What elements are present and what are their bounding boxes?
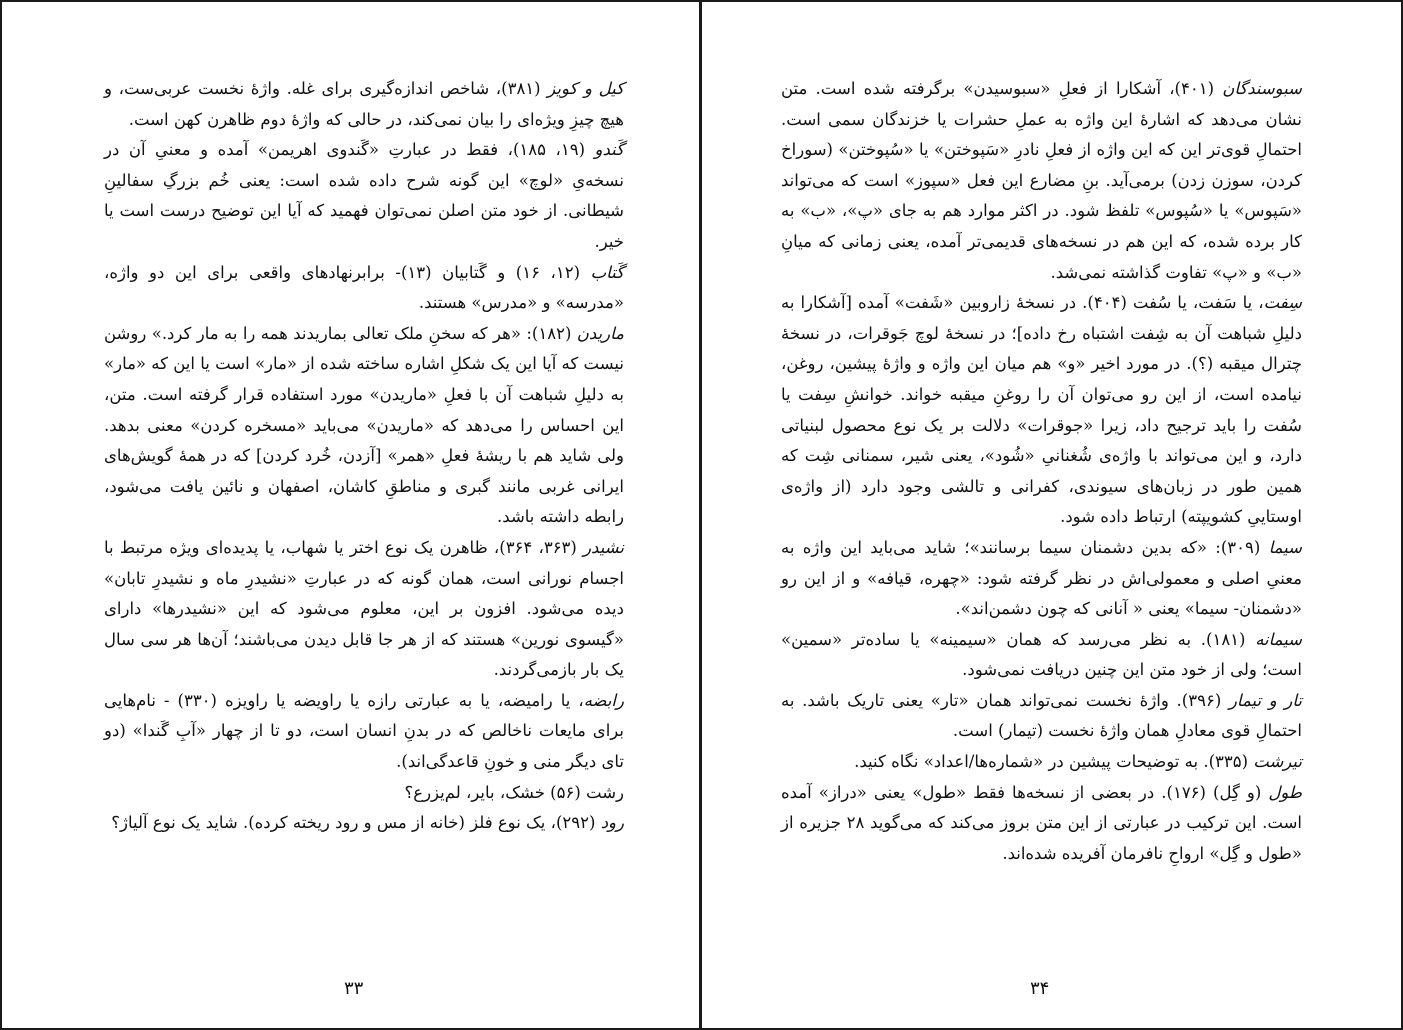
entry-text: (۱۹، ۱۸۵)، فقط در عبارتِ «گَندوی اهریمن» آمده و معنیِ آن در نسخه‌یِ «لوچ» این گونه شرح داده شده است: یعنی خُم بزرگِ سفالینِ شیطانی. از خود متن اصلن نمی‌توان فهمید که آیا این توضیح درست است یا خیر. <box>104 140 624 251</box>
entry-simane <box>781 625 1302 686</box>
entry-text: (۳۸۱)، شاخص اندازه‌گیری برای غله. واژهٔ نخست عربی‌ست، و هیچ چیزِ ویژه‌ای را بیان نمی‌کند، در حالی که واژهٔ دوم ظاهرن کهن است. <box>104 79 624 129</box>
entry-text: (۱۸۲): «هر که سخنِ ملک تعالی بماریدند همه را به مار کرد.» روشن نیست که آیا این یک شکلِ اشاره ساخته شده از «مار» است یا این که «مار» به دلیلِ شباهت آن با فعلِ «ماریدن» مورد استفاده قرار گرفته است. متن، این احساس را می‌دهد که «ماریدن» می‌باید «مسخره کردن» معنی بدهد. ولی شاید هم با ریشهٔ فعلِ «همر» [آزدن، خُرد کردن] که در همهٔ گویش‌های ایرانی غربی مانند گبری و مناطقِ کاشان، اصفهان و نائین یافت می‌شود، رابطه داشته باشد. <box>104 323 624 527</box>
entry-text: ، یا سَفت، یا سُفت (۴۰۴). در نسخهٔ زاروبین «شَفت» آمده [آشکارا به دلیلِ شباهت آن به شِفت اشتباه رخ داده]؛ در نسخهٔ لوچ جَوقرات، در نسخهٔ چترال میقبه (؟). در مورد اخیر «و» هم میان این واژه و واژهٔ پیشین، روغن، نیامده است، از این رو می‌توان آن را روغنِ میقبه خواند. خوانشِ سِفت یا سُفت را باید ترجیح داد، زیرا «جوقرات» دلالت بر یک نوع محصول لبنیاتی دارد، و این می‌تواند با واژه‌ی شُغنانیِ «شُود»، یعنی شیر، سمنانی شِت که همین طور در زبان‌های سیوندی، کفرانی و تالشی وجود دارد (از واژه‌ی اوستاییِ کشویپته) ارتباط داده شود. <box>781 293 1302 527</box>
entry-text: (۳۹۶). واژهٔ نخست نمی‌تواند همان «تار» یعنی تاریک باشد. به احتمالِ قوی معادلِ همان واژهٔ نخست (تیمار) است. <box>781 690 1302 741</box>
entry-ketab <box>104 258 624 319</box>
entry-term: رود <box>600 813 624 833</box>
entry-term: تار و تیمار <box>1228 690 1302 710</box>
entry-term: طول <box>1268 782 1302 802</box>
page-gutter-divider <box>699 0 702 1030</box>
page-number-right: ۳۴ <box>1030 978 1050 999</box>
entry-nashidar <box>104 533 624 686</box>
entry-sima <box>781 533 1302 625</box>
entry-text: ، یا رامیضه، یا به عبارتی رازه یا راویضه یا راویزه (۳۳۰) - نام‌هایی برای مایعات ناخالص که در بدنِ انسان است، دو تا از چهار «آبِ گَندا» (دو تای دیگر منی و خونِ قاعدگی‌اند). <box>104 690 624 772</box>
entry-tar-va-timar <box>781 686 1302 747</box>
entry-term: تیرشت <box>1253 752 1302 772</box>
left-page <box>104 74 624 839</box>
entry-rud <box>104 808 624 839</box>
entry-term: گَندو <box>594 140 624 160</box>
entry-term: سیمانه <box>1255 629 1303 649</box>
entry-term: کیل و کویز <box>547 79 624 98</box>
entry-term: سِفت <box>1263 293 1302 313</box>
entry-kil-va-kawiz <box>104 74 624 135</box>
entry-tul <box>781 778 1302 870</box>
entry-text: (۲۹۲)، یک نوع فلز (خانه از مس و رود ریخته کرده). شاید یک نوع آلیاژ؟ <box>111 813 601 833</box>
right-page <box>781 74 1302 869</box>
entry-seft <box>781 288 1302 533</box>
entry-sabusandegan <box>781 74 1302 288</box>
entry-text: (۱۸۱). به نظر می‌رسد که همان «سیمینه» یا ساده‌تر «سمین» است؛ ولی از خود متن این چنین دریافت نمی‌شود. <box>781 629 1302 680</box>
entry-rabeze <box>104 686 624 778</box>
entry-term: ماریدن <box>576 323 625 343</box>
entry-text: (۳۳۵). به توضیحات پیشین در «شماره‌ها/اعداد» نگاه کنید. <box>854 752 1254 772</box>
entry-rasht <box>104 778 624 809</box>
entry-term: سیما <box>1268 537 1302 557</box>
entry-term: گَتاب <box>590 262 625 282</box>
page-number-left: ۳۳ <box>344 978 364 999</box>
entry-maridan <box>104 319 624 533</box>
entry-term: رابضه <box>583 690 624 710</box>
entry-term: سبوسندگان <box>1222 79 1302 98</box>
entry-gandu <box>104 135 624 257</box>
entry-term: نشیدر <box>583 537 624 557</box>
entry-text: (۳۶۳، ۳۶۴)، ظاهرن یک نوع اختر یا شهاب، یا پدیده‌ای ویژه مرتبط با اجسام نورانی است، همان گونه که در عبارتِ «نشیدرِ ماه و نشیدرِ تابان» دیده می‌شود. افزون بر این، معلوم می‌شود که این «نشیدرها» دارای «گیسوی نورین» هستند که از هر جا قابل دیدن می‌باشند؛ آن‌ها هر سی سال یک بار بازمی‌گردند. <box>104 537 624 680</box>
entry-tirasht <box>781 747 1302 778</box>
entry-text: (۳۰۹): «که بدین دشمنان سیما برسانند»؛ شاید می‌باید این واژه به معنیِ اصلی و معمولی‌اش در نظر گرفته شود: «چهره، قیافه» و از این رو «دشمنان- سیما» یعنی « آنانی که چون دشمن‌اند». <box>781 537 1302 619</box>
entry-text: (۱۲، ۱۶) و گَتابیان (۱۳)- برابرنهادهای واقعی برای این دو واژه، «مدرسه» و «مدرس» هستند. <box>104 262 624 313</box>
entry-text: (و گِل) (۱۷۶). در بعضی از نسخه‌ها فقط «طول» یعنی «دراز» آمده است. این ترکیب در عبارتی از این متن بروز می‌کند که می‌گوید ۲۸ جزیره از «طول و گِل» ارواحِ نافرمان آفریده شده‌اند. <box>781 782 1302 863</box>
entry-text: رشت (۵۶) خشک، بایر، لم‌یزرع؟ <box>404 782 624 802</box>
entry-text: (۴۰۱)، آشکارا از فعلِ «سبوسیدن» برگرفته شده است. متن نشان می‌دهد که اشارهٔ این واژه به عملِ حشرات یا خزندگان سمی است. احتمالِ قوی‌تر این که این واژه از فعلِ نادرِ «سَپوختن» یا «سُپوختن» (سوراخ کردن، سوزن زدن) برمی‌آید. بنِ مضارع این فعل «سپوز» است که می‌تواند «سَپوس» یا «سُپوس» تلفظ شود. در اکثر موارد هم به جای «پ»، «ب» به کار برده شده، که این هم در نسخه‌های قدیمی‌تر آمده، یعنی زمانی که میانِ «ب» و «پ» تفاوت گذاشته نمی‌شد. <box>781 79 1302 282</box>
